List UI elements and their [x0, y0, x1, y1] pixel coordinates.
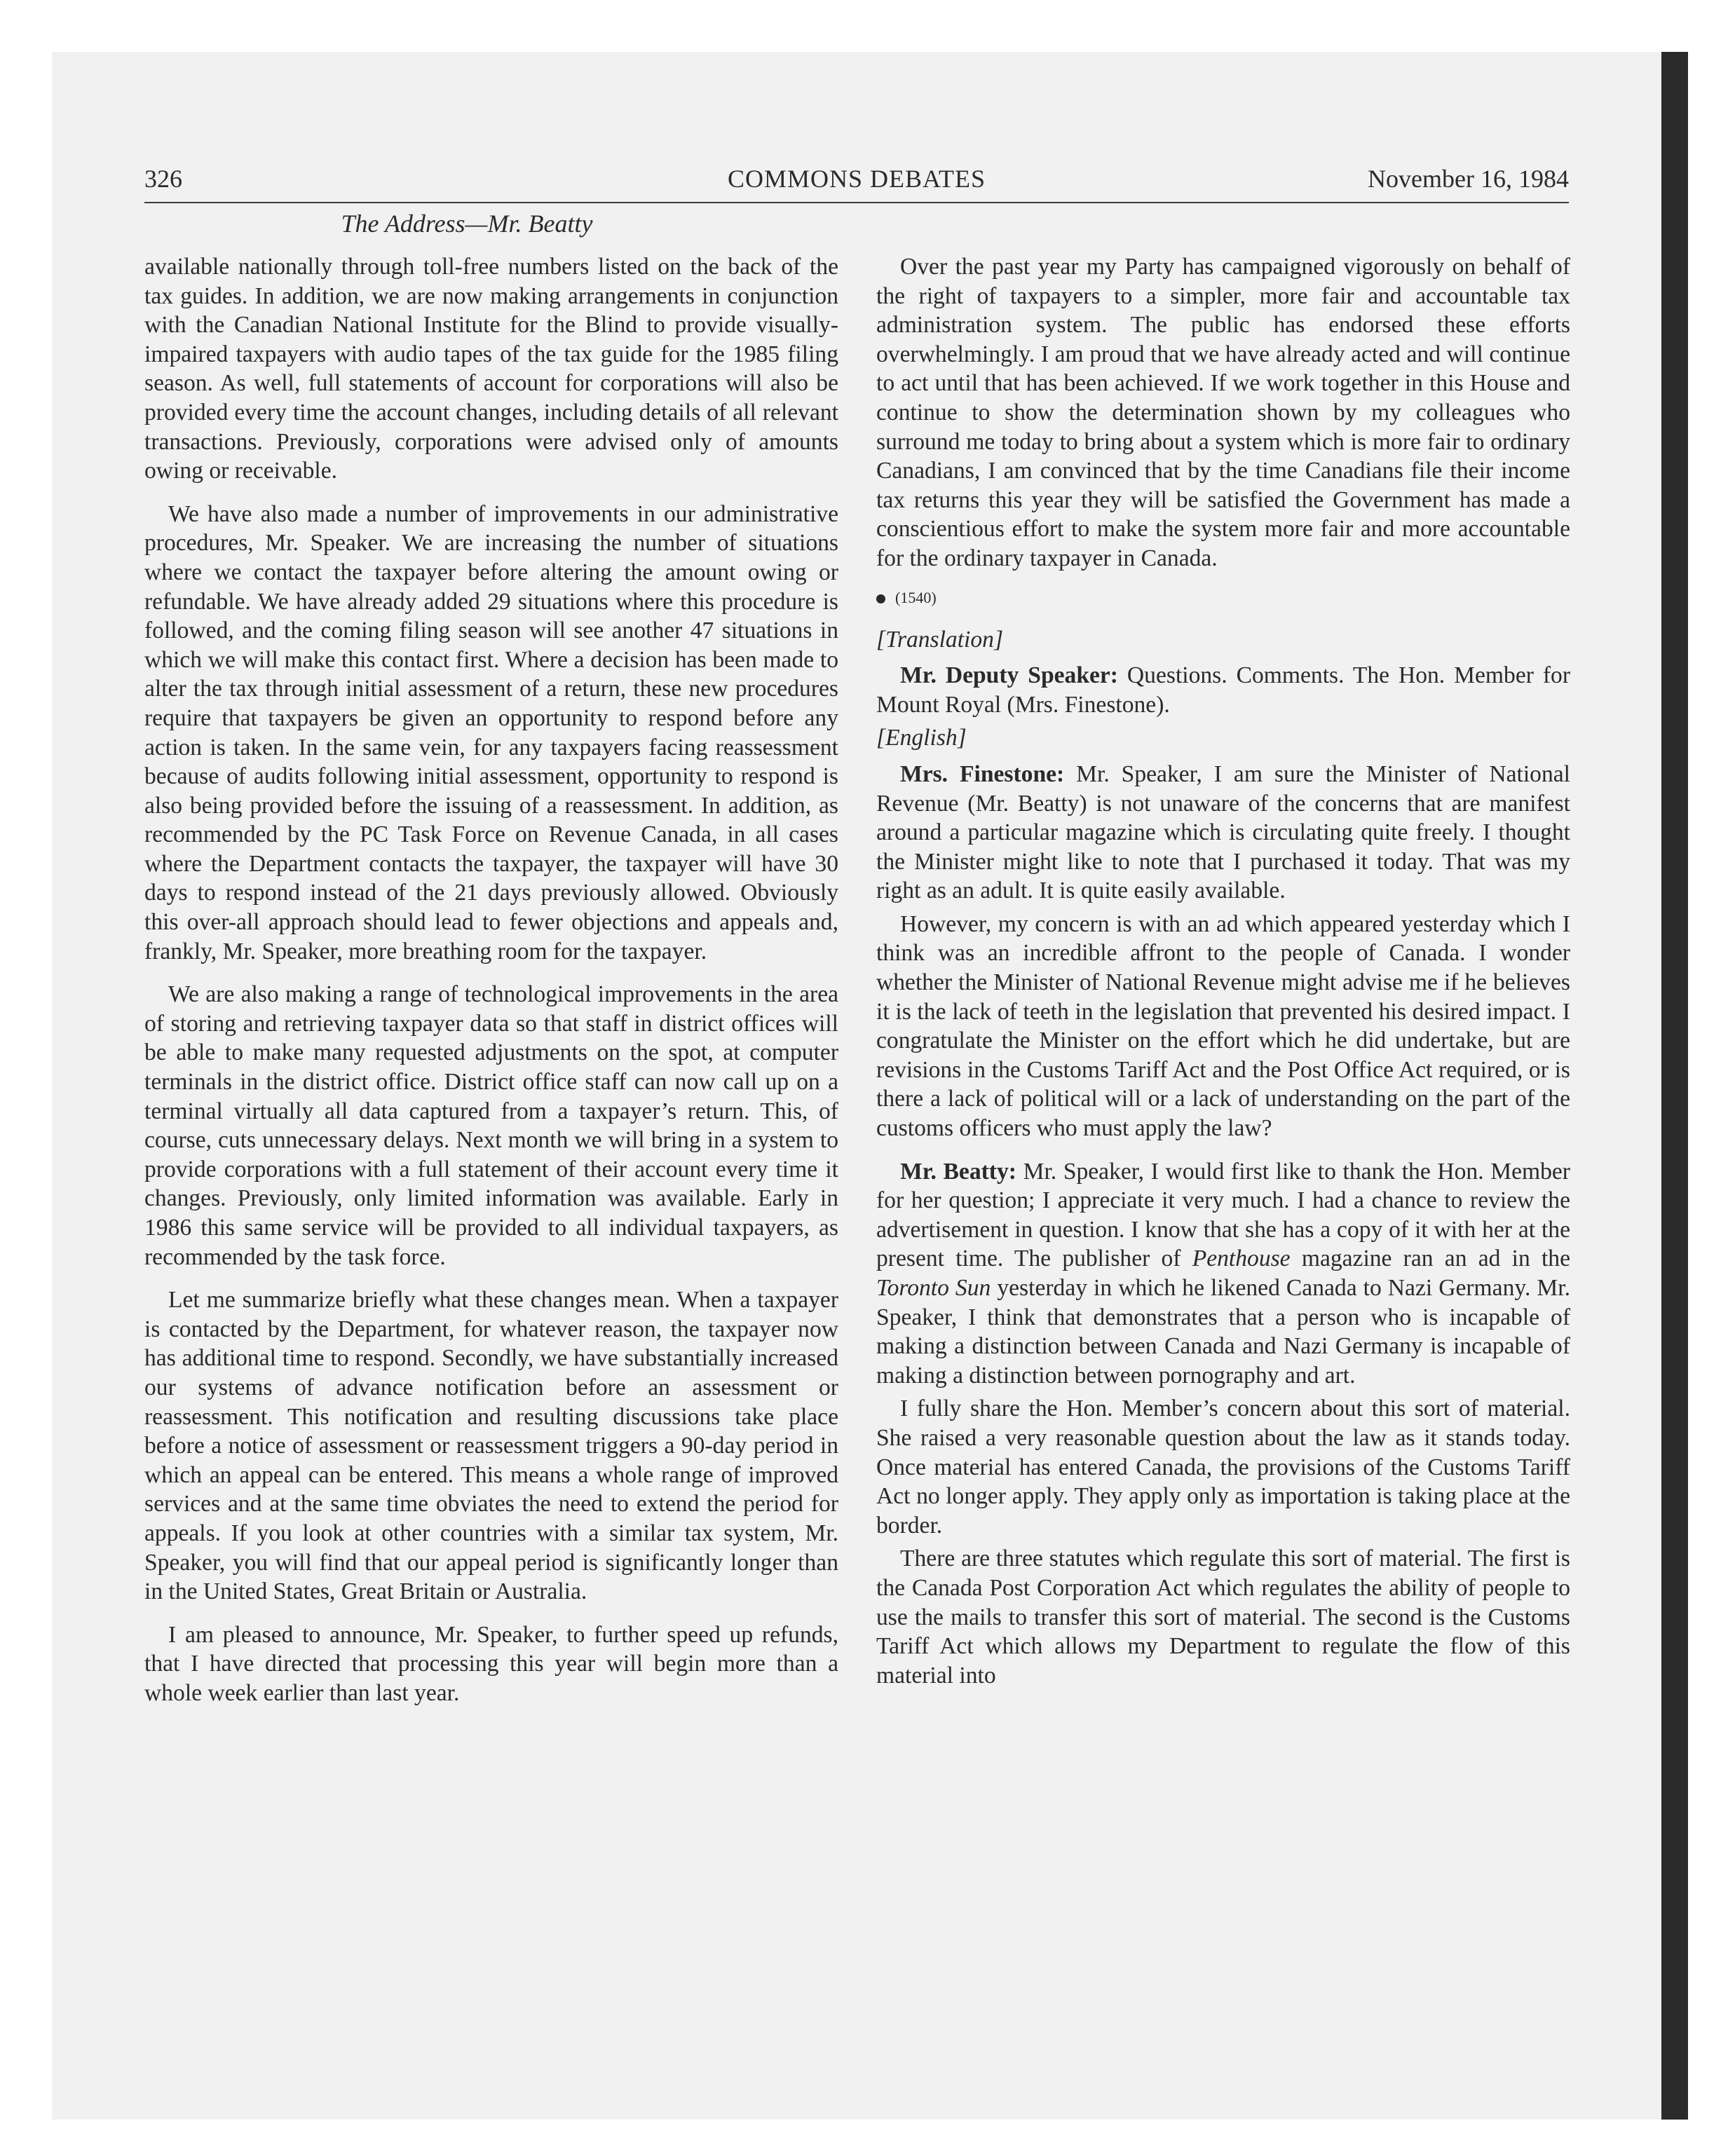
paragraph: We have also made a number of improvements in our administrative procedures, Mr. Speaker. We are increasing the number of situations where we contact the taxpayer before altering the amount owing or refundable. We have already added 29 situations where this procedure is followed, and the coming filing season will see another 47 situations in which we will make this contact first. Where a decision has been made to alter the tax through initial assessment of a return, these new procedures require that taxpayers be given an opportunity to respond before any action is taken. In the same vein, for any taxpayers facing reassessment because of audits following initial assessment, opportunity to respond is also being provided before the issuing of a reassessment. In addition, as recommended by the PC Task Force on Revenue Canada, in all cases where the Department contacts the taxpayer, the taxpayer will have 30 days to respond instead of the 21 days previously allowed. Obviously this over-all approach should lead to fewer objections and appeals and, frankly, Mr. Speaker, more breathing room for the taxpayer. [144, 500, 838, 964]
paragraph: Let me summarize briefly what these changes mean. When a taxpayer is contacted by the Department, for whatever reason, the taxpayer now has additional time to respond. Secondly, we have substantially increased our systems of advance notification before an assessment or reassessment. This notification and resulting discussions take place before a notice of assessment or reassessment triggers a 90-day period in which an appeal can be entered. This means a whole range of improved services and at the same time obviates the need to extend the period for appeals. If you look at other countries with a similar tax system, Mr. Speaker, you will find that our appeal period is significantly longer than in the United States, Great Britain or Australia. [144, 1287, 838, 1605]
speech-text: Mr. Speaker, I am sure the Minister of National Revenue (Mr. Beatty) is not unaware of the concerns that are manifest around a particular magazine which is circulating quite freely. I thought the Minister might like to note that I purchased it today. That was my right as an adult. It is quite easily available. [876, 760, 1570, 904]
right-column [876, 252, 1570, 1704]
speech-deputy-speaker [876, 661, 1570, 719]
speaker-name: Mr. Deputy Speaker: [900, 662, 1118, 689]
issue-date: November 16, 1984 [1368, 165, 1569, 193]
paragraph: available nationally through toll-free numbers listed on the back of the tax guides. In addition, we are now making arrangements in conjunction with the Canadian National Institute for the Blind to provide visually-impaired taxpayers with audio tapes of the tax guide for the 1985 filing season. As well, full statements of account for corporations will also be provided every time the account changes, including details of all relevant transactions. Previously, corporations were advised only of amounts owing or receivable. [144, 254, 838, 484]
paragraph: We are also making a range of technological improvements in the area of storing and retrieving taxpayer data so that staff in district offices will be able to make many requested adjustments on the spot, at computer terminals in the district office. District office staff can now call up on a terminal virtually all data captured from a taxpayer’s return. This, of course, cuts unnecessary delays. Next month we will bring in a system to provide corporations with a full statement of their account every time it changes. Previously, only limited information was available. Early in 1986 this same service will be provided to all individual taxpayers, as recommended by the task force. [144, 981, 838, 1270]
publication-name: Toronto Sun [876, 1275, 991, 1301]
paragraph: There are three statutes which regulate this sort of material. The first is the Canada Post Corporation Act which regulates the ability of people to use the mails to transfer this sort of material. The second is the Customs Tariff Act which allows my Department to regulate the flow of this material into [876, 1546, 1570, 1688]
speech-text: magazine ran an ad in the [1290, 1246, 1570, 1272]
speaker-name: Mrs. Finestone: [900, 760, 1065, 787]
time-marker [876, 587, 1570, 608]
speech-text: yesterday in which he likened Canada to Nazi Germany. Mr. Speaker, I think that demonstrates that a person who is incapable of making a distinction between Canada and Nazi Germany is incapable of making a distinction between pornography and art. [876, 1275, 1570, 1389]
speech-text: Mr. Speaker, I would first like to thank the Hon. Member for her question; I appreciate it very much. I had a chance to review the advertisement in question. I know that she has a copy of it with her at the present time. The publisher of [876, 1158, 1570, 1272]
publication-title: COMMONS DEBATES [727, 165, 986, 193]
paragraph: Over the past year my Party has campaigned vigorously on behalf of the right of taxpayers to a simpler, more fair and accountable tax administration system. The public has endorsed these efforts overwhelmingly. I am proud that we have already acted and will continue to act until that has been achieved. If we work together in this House and continue to show the determination shown by my colleagues who surround me today to bring about a system which is more fair to ordinary Canadians, I am convinced that by the time Canadians file their income tax returns this year they will be satisfied the Government has made a conscientious effort to make the system more fair and more accountable for the ordinary taxpayer in Canada. [876, 254, 1570, 571]
translation-tag: [Translation] [876, 626, 1004, 653]
speech-beatty [876, 1157, 1570, 1391]
paragraph: I am pleased to announce, Mr. Speaker, to further speed up refunds, that I have directed that processing this year will begin more than a whole week earlier than last year. [144, 1621, 838, 1706]
page-binding-edge [1661, 52, 1688, 2120]
bullet-icon [876, 594, 885, 603]
page-number: 326 [144, 165, 182, 193]
running-header [144, 163, 1569, 203]
paragraph: However, my concern is with an ad which appeared yesterday which I think was an incredible affront to the people of Canada. I wonder whether the Minister of National Revenue might advise me if he believes it is the lack of teeth in the legislation that prevented his desired impact. I congratulate the Minister on the effort which he did undertake, but are revisions in the Customs Tariff Act and the Post Office Act required, or is there a lack of political will or a lack of understanding on the part of the customs officers who must apply the law? [876, 910, 1570, 1142]
paragraph: I fully share the Hon. Member’s concern about this sort of material. She raised a very reasonable question about the law as it stands today. Once material has entered Canada, the provisions of the Customs Tariff Act no longer apply. They apply only as importation is taking place at the border. [876, 1396, 1570, 1538]
publication-name: Penthouse [1192, 1246, 1291, 1272]
speech-text: Questions. Comments. The Hon. Member for Mount Royal (Mrs. Finestone). [876, 662, 1571, 718]
section-subhead: The Address—Mr. Beatty [341, 210, 593, 238]
speaker-name: Mr. Beatty: [900, 1158, 1016, 1185]
time-marker-text: (1540) [895, 588, 937, 606]
english-tag: [English] [876, 725, 967, 751]
left-column [144, 252, 838, 1722]
speech-finestone [876, 760, 1570, 906]
